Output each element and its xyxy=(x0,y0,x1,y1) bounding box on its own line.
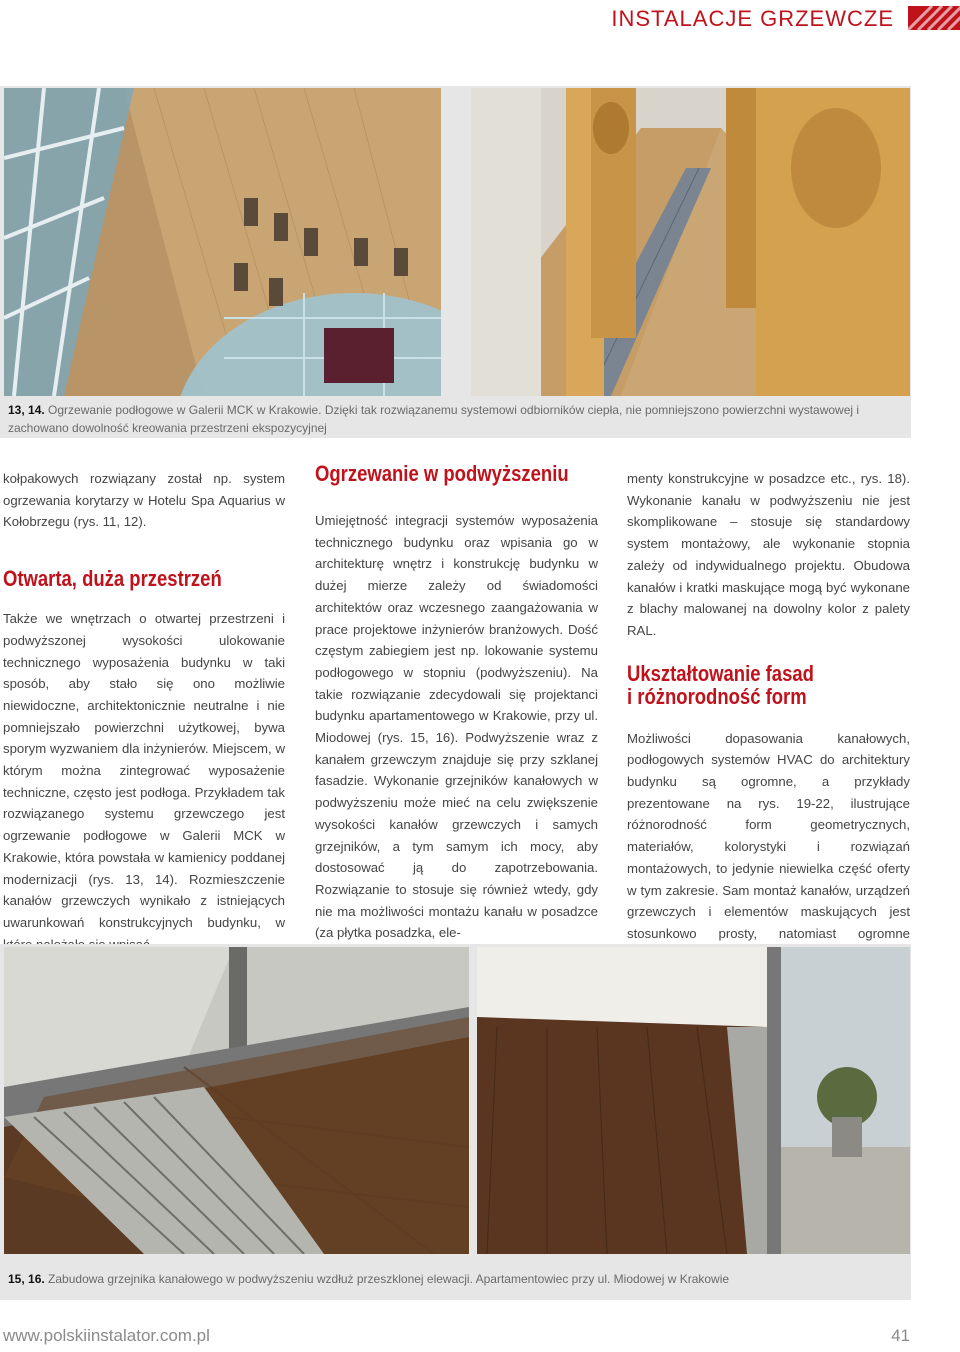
apartment-floor-photo xyxy=(477,947,910,1254)
paragraph: kołpakowych rozwiązany został np. system ogrzewania korytarzy w Hotelu Spa Aquarius w Kołobrzegu (rys. 11, 12). xyxy=(3,471,285,530)
caption-text: Zabudowa grzejnika kanałowego w podwyższeniu wzdłuż przeszklonej elewacji. Apartamentowiec przy ul. Miodowej w Krakowie xyxy=(48,1272,730,1286)
footer-url: www.polskiinstalator.com.pl xyxy=(3,1326,210,1345)
gallery-corridor-photo xyxy=(471,88,910,396)
section-heading-block xyxy=(627,662,910,708)
paragraph: Umiejętność integracji systemów wyposażenia technicznego budynku oraz wpisania go w architekturę wnętrz i konstrukcję budynku w dużej mierze zależy od świadomości architektów oraz wczesnego zaangażowania w prace projektowe inżynierów branżowych. Dość częstym zabiegiem jest np. lokowanie systemu podłogowego w stopniu (podwyższeniu). Na takie rozwiązanie zdecydowali się projektanci budynku apartamentowego w Krakowie, przy ul. Miodowej (rys. 15, 16). Podwyższenie wraz z kanałem grzewczym znajduje się przy szklanej fasadzie. Wykonanie grzejników kanałowych w podwyższeniu może mieć na celu zwiększenie wysokości kanałów grzewczych i samych grzejników, a tym samym ich mocy, aby dostosować ją do zapotrzebowania. Rozwiązanie to stosuje się również wtedy, gdy nie ma możliwości montażu kanału w posadzce (za płytka posadzka, ele- xyxy=(315,513,598,941)
page-number: 41 xyxy=(891,1326,910,1345)
paragraph: Także we wnętrzach o otwartej przestrzeni i podwyższonej wysokości ulokowanie technicznego wyposażenia budynku w taki sposób, aby stało się ono możliwie niewidoczne, architektonicznie neutralne i nie pomniejszało powierzchni użytkowej, bywa sporym wyzwaniem dla inżynierów. Miejscem, w którym można zintegrować wyposażenie techniczne, często jest podłoga. Przykładem tak rozwiązanego systemu grzewczego jest ogrzewanie podłogowe w Galerii MCK w Krakowie, która powstała w kamienicy poddanej modernizacji (rys. 13, 14). Rozmieszczenie kanałów grzewczych wynikało z istniejących uwarunkowań konstrukcyjnych budynku, w xyxy=(3,611,285,930)
top-figure-caption xyxy=(8,401,908,437)
section-heading: Otwarta, duża przestrzeń xyxy=(3,566,222,592)
section-title: INSTALACJE GRZEWCZE xyxy=(611,6,894,31)
caption-text: Ogrzewanie podłogowe w Galerii MCK w Krakowie. Dzięki tak rozwiązanemu systemowi odbiorników ciepła, nie pomniejszono powierzchni wystawowej i zachowano dowolność kreowania przestrzeni ekspozycyjnej xyxy=(8,403,860,435)
section-heading: Ogrzewanie w podwyższeniu xyxy=(315,461,569,486)
section-heading-line: i różnorodność form xyxy=(627,683,807,709)
text-column-1 xyxy=(3,468,285,955)
text-column-3 xyxy=(627,468,910,988)
section-marker-stripes xyxy=(908,6,960,30)
gallery-atrium-photo xyxy=(4,88,441,396)
paragraph: menty konstrukcyjne w posadzce etc., rys. 18). Wykonanie kanału w podwyższeniu nie jest skomplikowane – stosuje się standardowy system montażowy, ale wykonanie stopnia zależy od indywidualnego projektu. Obudowa kanałów i kratki maskujące mogą być wykonane z blachy malowanej na dowolny kolor z palety RAL. xyxy=(627,471,910,638)
bottom-figure-caption xyxy=(8,1270,908,1288)
raised-channel-heater-photo xyxy=(4,947,469,1254)
paragraph: Możliwości dopasowania kanałowych, podłogowych systemów HVAC do architektury budynku są ogromne, a przykłady prezentowane na rys. 19-22, ilustrujące różnorodność form geometrycznych, materiałów, kolorystyki i rozwiązań montażowych, to jedynie niewielka część oferty w tym zakresie. Sam montaż kanałów, urządzeń grzewczych i elementów maskujących jest stosunkowo prosty, natomiast ogromne xyxy=(627,730,910,941)
text-column-2 xyxy=(315,462,598,944)
section-heading-line: Ukształtowanie fasad xyxy=(627,660,814,686)
caption-number: 13, 14. xyxy=(8,403,45,417)
caption-number: 15, 16. xyxy=(8,1272,45,1286)
